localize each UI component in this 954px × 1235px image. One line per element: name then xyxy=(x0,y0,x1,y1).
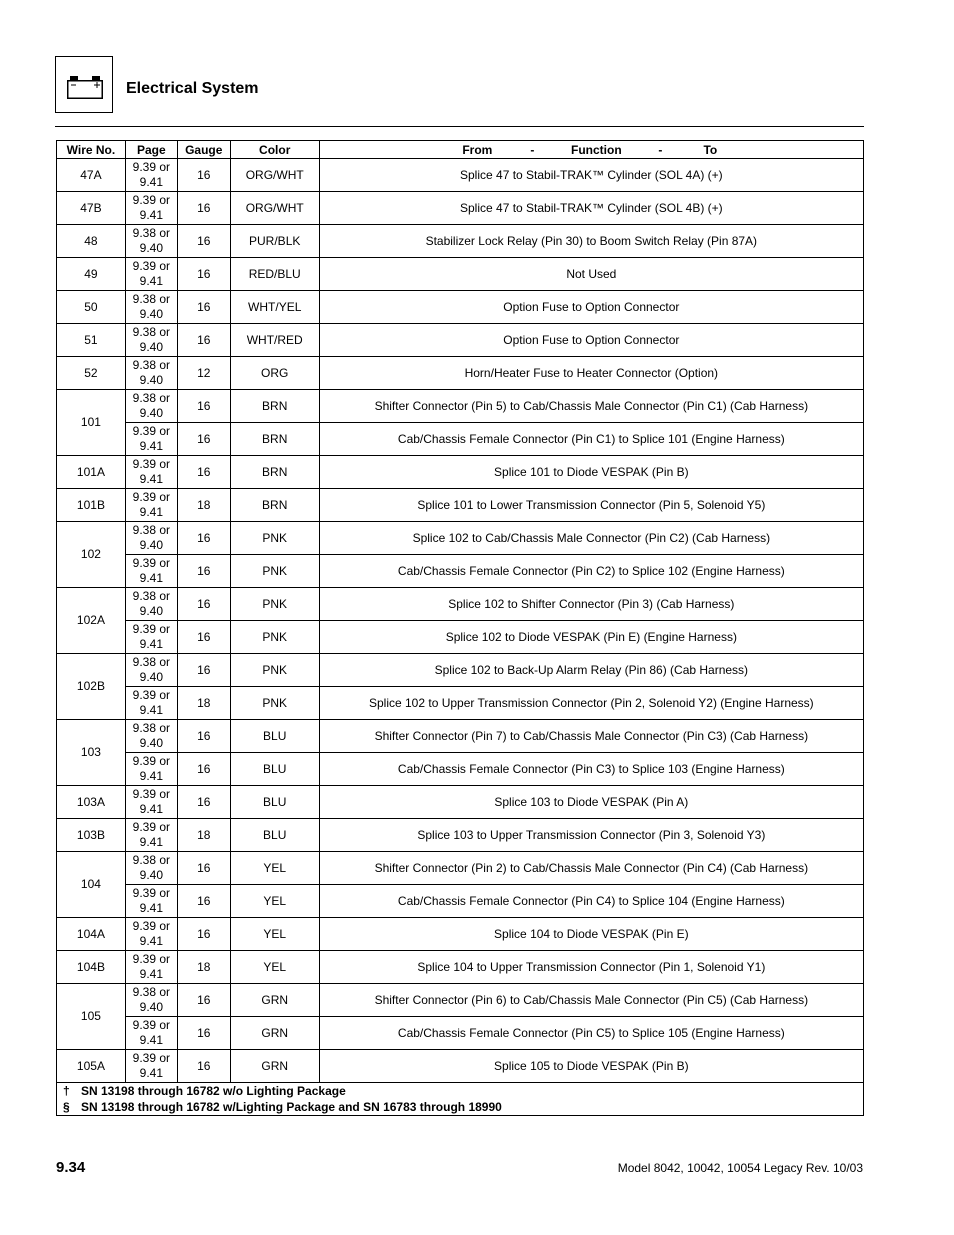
cell-page: 9.39 or 9.41 xyxy=(125,1050,177,1083)
note-symbol: † xyxy=(63,1084,70,1098)
note-line xyxy=(63,1083,857,1099)
cell-wire-no: 49 xyxy=(57,258,126,291)
cell-gauge: 16 xyxy=(177,621,230,654)
table-row xyxy=(57,258,864,291)
cell-page: 9.39 or 9.41 xyxy=(125,951,177,984)
cell-page: 9.38 or 9.40 xyxy=(125,291,177,324)
table-row xyxy=(57,159,864,192)
table-row xyxy=(57,654,864,687)
table-row xyxy=(57,720,864,753)
cell-function: Horn/Heater Fuse to Heater Connector (Option) xyxy=(319,357,863,390)
cell-wire-no: 105 xyxy=(57,984,126,1050)
cell-gauge: 16 xyxy=(177,390,230,423)
table-row xyxy=(57,324,864,357)
table-row xyxy=(57,1050,864,1083)
cell-page: 9.39 or 9.41 xyxy=(125,819,177,852)
cell-function: Splice 102 to Back-Up Alarm Relay (Pin 86) (Cab Harness) xyxy=(319,654,863,687)
cell-page: 9.38 or 9.40 xyxy=(125,522,177,555)
cell-function: Option Fuse to Option Connector xyxy=(319,291,863,324)
table-row xyxy=(57,786,864,819)
cell-function: Shifter Connector (Pin 2) to Cab/Chassis Male Connector (Pin C4) (Cab Harness) xyxy=(319,852,863,885)
cell-color: RED/BLU xyxy=(230,258,319,291)
cell-page: 9.39 or 9.41 xyxy=(125,456,177,489)
cell-wire-no: 104A xyxy=(57,918,126,951)
page-title: Electrical System xyxy=(126,80,259,97)
cell-function: Splice 102 to Diode VESPAK (Pin E) (Engine Harness) xyxy=(319,621,863,654)
cell-gauge: 16 xyxy=(177,324,230,357)
table-row xyxy=(57,192,864,225)
cell-page: 9.38 or 9.40 xyxy=(125,852,177,885)
notes-row xyxy=(57,1083,864,1116)
cell-page: 9.38 or 9.40 xyxy=(125,390,177,423)
cell-page: 9.39 or 9.41 xyxy=(125,258,177,291)
cell-wire-no: 101B xyxy=(57,489,126,522)
table-row xyxy=(57,1017,864,1050)
cell-color: WHT/YEL xyxy=(230,291,319,324)
cell-gauge: 16 xyxy=(177,588,230,621)
col-header-dash: - xyxy=(530,142,535,157)
cell-function: Splice 104 to Diode VESPAK (Pin E) xyxy=(319,918,863,951)
cell-page: 9.39 or 9.41 xyxy=(125,885,177,918)
cell-color: PNK xyxy=(230,555,319,588)
col-header-page: Page xyxy=(125,141,177,159)
cell-gauge: 12 xyxy=(177,357,230,390)
cell-gauge: 18 xyxy=(177,687,230,720)
cell-gauge: 16 xyxy=(177,159,230,192)
col-header-to: To xyxy=(703,142,718,157)
col-header-function xyxy=(319,141,863,159)
table-row xyxy=(57,885,864,918)
header-icon-box xyxy=(55,56,113,113)
cell-wire-no: 47B xyxy=(57,192,126,225)
cell-color: GRN xyxy=(230,1050,319,1083)
table-row xyxy=(57,522,864,555)
cell-function: Cab/Chassis Female Connector (Pin C2) to Splice 102 (Engine Harness) xyxy=(319,555,863,588)
cell-color: PNK xyxy=(230,654,319,687)
cell-gauge: 16 xyxy=(177,786,230,819)
cell-page: 9.39 or 9.41 xyxy=(125,192,177,225)
col-header-from: From xyxy=(462,142,493,157)
cell-gauge: 16 xyxy=(177,192,230,225)
cell-gauge: 16 xyxy=(177,852,230,885)
cell-page: 9.39 or 9.41 xyxy=(125,786,177,819)
cell-color: PNK xyxy=(230,588,319,621)
cell-color: BRN xyxy=(230,423,319,456)
cell-function: Splice 47 to Stabil-TRAK™ Cylinder (SOL 4A) (+) xyxy=(319,159,863,192)
cell-color: BLU xyxy=(230,786,319,819)
cell-color: ORG/WHT xyxy=(230,159,319,192)
table-row xyxy=(57,984,864,1017)
cell-color: PNK xyxy=(230,621,319,654)
cell-color: BRN xyxy=(230,489,319,522)
cell-wire-no: 102 xyxy=(57,522,126,588)
cell-page: 9.38 or 9.40 xyxy=(125,984,177,1017)
cell-wire-no: 47A xyxy=(57,159,126,192)
cell-wire-no: 104 xyxy=(57,852,126,918)
cell-color: BLU xyxy=(230,720,319,753)
cell-wire-no: 103 xyxy=(57,720,126,786)
cell-color: BLU xyxy=(230,753,319,786)
table-row xyxy=(57,918,864,951)
cell-color: PNK xyxy=(230,522,319,555)
cell-color: YEL xyxy=(230,885,319,918)
page-number: 9.34 xyxy=(56,1159,86,1176)
notes-cell xyxy=(57,1083,864,1116)
cell-page: 9.39 or 9.41 xyxy=(125,753,177,786)
cell-gauge: 16 xyxy=(177,720,230,753)
cell-page: 9.38 or 9.40 xyxy=(125,654,177,687)
note-text: SN 13198 through 16782 w/Lighting Package and SN 16783 through 18990 xyxy=(81,1100,502,1114)
cell-page: 9.38 or 9.40 xyxy=(125,357,177,390)
table-row xyxy=(57,555,864,588)
cell-color: BRN xyxy=(230,456,319,489)
cell-color: YEL xyxy=(230,918,319,951)
cell-function: Option Fuse to Option Connector xyxy=(319,324,863,357)
cell-function: Cab/Chassis Female Connector (Pin C4) to Splice 104 (Engine Harness) xyxy=(319,885,863,918)
cell-gauge: 16 xyxy=(177,918,230,951)
col-header-color: Color xyxy=(230,141,319,159)
table-row xyxy=(57,357,864,390)
cell-function: Shifter Connector (Pin 7) to Cab/Chassis Male Connector (Pin C3) (Cab Harness) xyxy=(319,720,863,753)
table-row xyxy=(57,819,864,852)
cell-function: Cab/Chassis Female Connector (Pin C1) to Splice 101 (Engine Harness) xyxy=(319,423,863,456)
note-text: SN 13198 through 16782 w/o Lighting Package xyxy=(81,1084,346,1098)
table-row xyxy=(57,423,864,456)
battery-icon xyxy=(67,76,103,99)
cell-page: 9.39 or 9.41 xyxy=(125,1017,177,1050)
cell-color: PNK xyxy=(230,687,319,720)
cell-gauge: 16 xyxy=(177,522,230,555)
cell-wire-no: 52 xyxy=(57,357,126,390)
cell-page: 9.39 or 9.41 xyxy=(125,687,177,720)
col-header-gauge: Gauge xyxy=(177,141,230,159)
cell-wire-no: 48 xyxy=(57,225,126,258)
cell-function: Not Used xyxy=(319,258,863,291)
wire-table xyxy=(56,140,864,1116)
cell-wire-no: 103B xyxy=(57,819,126,852)
table-row xyxy=(57,951,864,984)
cell-function: Splice 102 to Cab/Chassis Male Connector (Pin C2) (Cab Harness) xyxy=(319,522,863,555)
note-line xyxy=(63,1099,857,1115)
cell-color: BRN xyxy=(230,390,319,423)
cell-function: Splice 101 to Lower Transmission Connector (Pin 5, Solenoid Y5) xyxy=(319,489,863,522)
cell-gauge: 18 xyxy=(177,951,230,984)
cell-function: Splice 103 to Upper Transmission Connector (Pin 3, Solenoid Y3) xyxy=(319,819,863,852)
cell-page: 9.38 or 9.40 xyxy=(125,588,177,621)
cell-color: PUR/BLK xyxy=(230,225,319,258)
cell-function: Splice 102 to Shifter Connector (Pin 3) (Cab Harness) xyxy=(319,588,863,621)
cell-function: Shifter Connector (Pin 6) to Cab/Chassis Male Connector (Pin C5) (Cab Harness) xyxy=(319,984,863,1017)
table-row xyxy=(57,621,864,654)
cell-color: GRN xyxy=(230,984,319,1017)
table-row xyxy=(57,753,864,786)
cell-function: Splice 102 to Upper Transmission Connector (Pin 2, Solenoid Y2) (Engine Harness) xyxy=(319,687,863,720)
cell-wire-no: 50 xyxy=(57,291,126,324)
note-symbol: § xyxy=(63,1100,70,1114)
cell-page: 9.39 or 9.41 xyxy=(125,555,177,588)
table-row xyxy=(57,852,864,885)
cell-function: Splice 104 to Upper Transmission Connector (Pin 1, Solenoid Y1) xyxy=(319,951,863,984)
cell-function: Splice 103 to Diode VESPAK (Pin A) xyxy=(319,786,863,819)
cell-wire-no: 105A xyxy=(57,1050,126,1083)
cell-gauge: 16 xyxy=(177,225,230,258)
cell-wire-no: 102B xyxy=(57,654,126,720)
table-row xyxy=(57,489,864,522)
cell-wire-no: 51 xyxy=(57,324,126,357)
cell-wire-no: 101 xyxy=(57,390,126,456)
cell-page: 9.39 or 9.41 xyxy=(125,159,177,192)
cell-wire-no: 103A xyxy=(57,786,126,819)
cell-gauge: 16 xyxy=(177,258,230,291)
cell-gauge: 16 xyxy=(177,654,230,687)
cell-page: 9.39 or 9.41 xyxy=(125,423,177,456)
cell-gauge: 16 xyxy=(177,1017,230,1050)
cell-gauge: 16 xyxy=(177,753,230,786)
col-header-wire-no: Wire No. xyxy=(57,141,126,159)
cell-page: 9.38 or 9.40 xyxy=(125,225,177,258)
cell-gauge: 18 xyxy=(177,819,230,852)
cell-wire-no: 101A xyxy=(57,456,126,489)
cell-page: 9.38 or 9.40 xyxy=(125,324,177,357)
cell-function: Splice 105 to Diode VESPAK (Pin B) xyxy=(319,1050,863,1083)
cell-color: BLU xyxy=(230,819,319,852)
cell-gauge: 16 xyxy=(177,885,230,918)
table-row xyxy=(57,687,864,720)
cell-page: 9.39 or 9.41 xyxy=(125,918,177,951)
cell-gauge: 18 xyxy=(177,489,230,522)
table-body xyxy=(57,159,864,1083)
cell-function: Shifter Connector (Pin 5) to Cab/Chassis Male Connector (Pin C1) (Cab Harness) xyxy=(319,390,863,423)
cell-wire-no: 102A xyxy=(57,588,126,654)
cell-color: GRN xyxy=(230,1017,319,1050)
table-header-row xyxy=(57,141,864,159)
table-row xyxy=(57,588,864,621)
cell-page: 9.38 or 9.40 xyxy=(125,720,177,753)
cell-page: 9.39 or 9.41 xyxy=(125,489,177,522)
col-header-function-label: Function xyxy=(571,142,622,157)
col-header-dash: - xyxy=(658,142,663,157)
cell-wire-no: 104B xyxy=(57,951,126,984)
header-divider xyxy=(55,126,864,127)
table-row xyxy=(57,225,864,258)
table-row xyxy=(57,291,864,324)
cell-gauge: 16 xyxy=(177,555,230,588)
cell-page: 9.39 or 9.41 xyxy=(125,621,177,654)
table-row xyxy=(57,390,864,423)
cell-function: Cab/Chassis Female Connector (Pin C5) to Splice 105 (Engine Harness) xyxy=(319,1017,863,1050)
cell-gauge: 16 xyxy=(177,291,230,324)
cell-color: WHT/RED xyxy=(230,324,319,357)
cell-color: YEL xyxy=(230,951,319,984)
cell-color: ORG/WHT xyxy=(230,192,319,225)
cell-function: Splice 47 to Stabil-TRAK™ Cylinder (SOL 4B) (+) xyxy=(319,192,863,225)
cell-gauge: 16 xyxy=(177,984,230,1017)
cell-color: ORG xyxy=(230,357,319,390)
cell-gauge: 16 xyxy=(177,1050,230,1083)
cell-function: Stabilizer Lock Relay (Pin 30) to Boom Switch Relay (Pin 87A) xyxy=(319,225,863,258)
table-row xyxy=(57,456,864,489)
cell-function: Cab/Chassis Female Connector (Pin C3) to Splice 103 (Engine Harness) xyxy=(319,753,863,786)
model-info: Model 8042, 10042, 10054 Legacy Rev. 10/03 xyxy=(617,1161,863,1175)
cell-gauge: 16 xyxy=(177,423,230,456)
cell-color: YEL xyxy=(230,852,319,885)
cell-function: Splice 101 to Diode VESPAK (Pin B) xyxy=(319,456,863,489)
cell-gauge: 16 xyxy=(177,456,230,489)
